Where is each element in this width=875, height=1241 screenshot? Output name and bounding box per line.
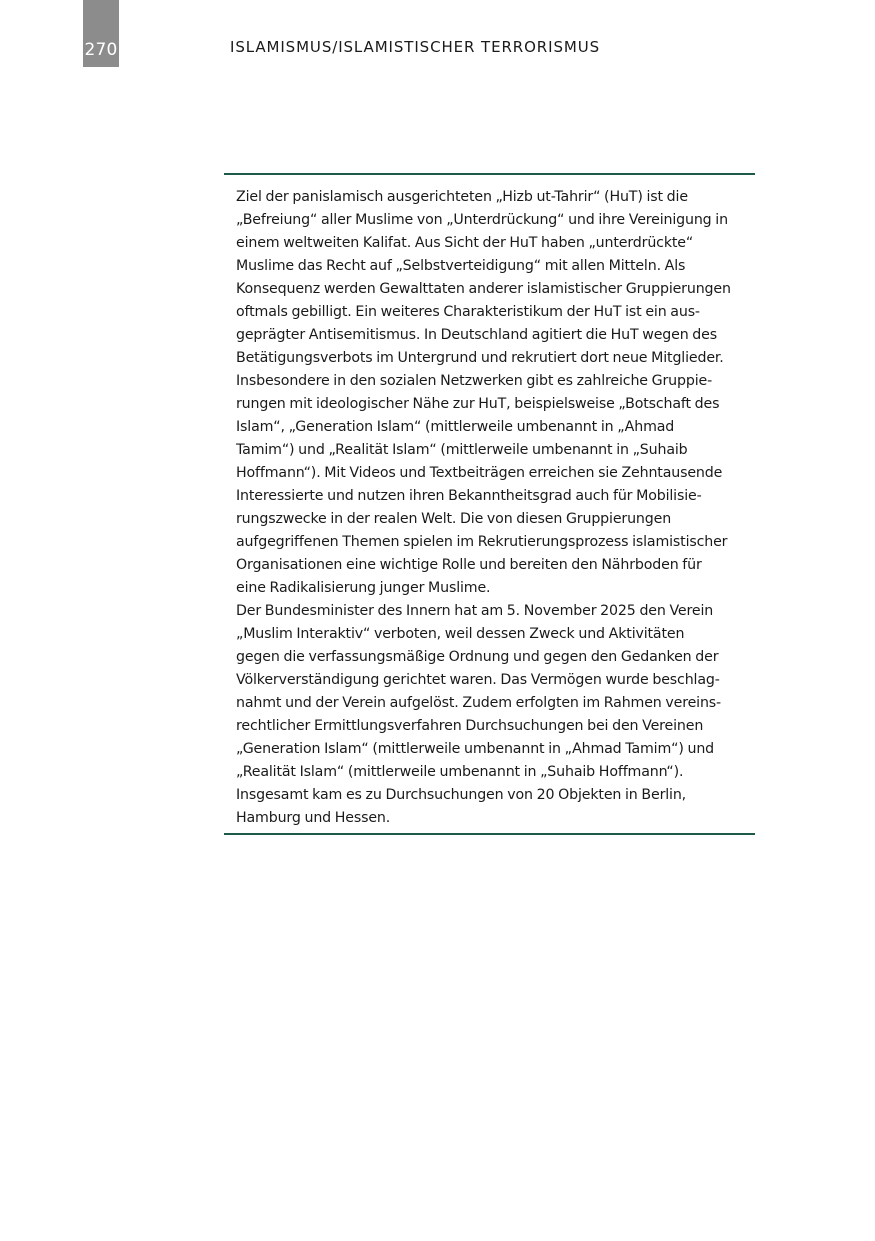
page-number-tab [83,0,119,67]
text-line: „Muslim Interaktiv“ verboten, weil dessen Zweck und Aktivitäten [236,626,685,642]
text-line: aufgegriffenen Themen spielen im Rekrutierungsprozess islamistischer [236,534,728,550]
text-line: Organisationen eine wichtige Rolle und bereiten den Nährboden für [236,557,702,573]
text-line: rungszwecke in der realen Welt. Die von diesen Gruppierungen [236,511,672,527]
text-line: „Realität Islam“ (mittlerweile umbenannt in „Suhaib Hoffmann“). [236,764,684,780]
info-box [224,173,755,835]
text-line: oftmals gebilligt. Ein weiteres Charakteristikum der HuT ist ein aus- [236,304,700,320]
running-header-title: ISLAMISMUS/ISLAMISTISCHER TERRORISMUS [230,38,601,56]
text-line: rungen mit ideologischer Nähe zur HuT, beispielsweise „Botschaft des [236,396,720,412]
info-box-content [236,186,744,830]
text-line: „Generation Islam“ (mittlerweile umbenannt in „Ahmad Tamim“) und [236,741,715,757]
text-line: gegen die verfassungsmäßige Ordnung und gegen den Gedanken der [236,649,719,665]
text-line: Insbesondere in den sozialen Netzwerken gibt es zahlreiche Gruppie- [236,373,713,389]
text-line: „Befreiung“ aller Muslime von „Unterdrückung“ und ihre Vereinigung in [236,212,728,228]
text-line: Insgesamt kam es zu Durchsuchungen von 20 Objekten in Berlin, [236,787,687,803]
text-line: Interessierte und nutzen ihren Bekanntheitsgrad auch für Mobilisie- [236,488,702,504]
text-line: rechtlicher Ermittlungsverfahren Durchsuchungen bei den Vereinen [236,718,704,734]
text-line: Tamim“) und „Realität Islam“ (mittlerweile umbenannt in „Suhaib [236,442,688,458]
text-line: Islam“, „Generation Islam“ (mittlerweile umbenannt in „Ahmad [236,419,675,435]
text-line: Konsequenz werden Gewalttaten anderer islamistischer Gruppierungen [236,281,731,297]
info-box-paragraph-2 [236,600,744,830]
text-line: Hamburg und Hessen. [236,810,391,826]
text-line: Muslime das Recht auf „Selbstverteidigung“ mit allen Mitteln. Als [236,258,686,274]
page-number: 270 [84,40,118,60]
text-line: einem weltweiten Kalifat. Aus Sicht der HuT haben „unterdrückte“ [236,235,694,251]
text-line: geprägter Antisemitismus. In Deutschland agitiert die HuT wegen des [236,327,717,343]
text-line: Betätigungsverbots im Untergrund und rekrutiert dort neue Mitglieder. [236,350,724,366]
info-box-paragraph-1 [236,186,744,600]
text-line: nahmt und der Verein aufgelöst. Zudem erfolgten im Rahmen vereins- [236,695,722,711]
text-line: Völkerverständigung gerichtet waren. Das Vermögen wurde beschlag- [236,672,720,688]
text-line: Der Bundesminister des Innern hat am 5. November 2025 den Verein [236,603,714,619]
text-line: Ziel der panislamisch ausgerichteten „Hizb ut-Tahrir“ (HuT) ist die [236,189,688,205]
text-line: Hoffmann“). Mit Videos und Textbeiträgen erreichen sie Zehntausende [236,465,723,481]
text-line: eine Radikalisierung junger Muslime. [236,580,491,596]
